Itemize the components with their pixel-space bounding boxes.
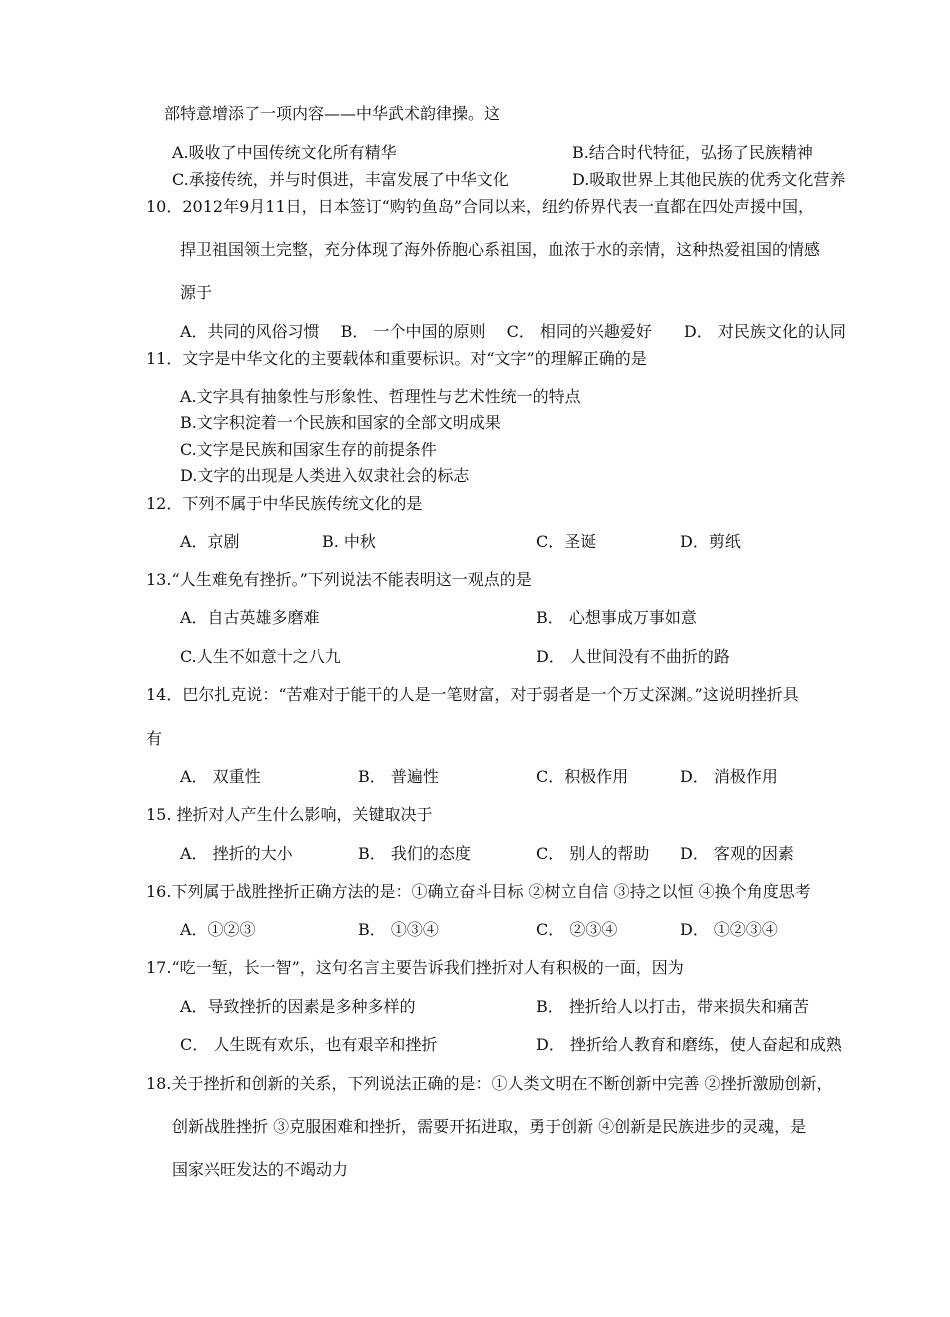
question-11-option-d: D.文字的出现是人类进入奴隶社会的标志 [180, 466, 470, 485]
question-9-option-d: D.吸取世界上其他民族的优秀文化营养 [572, 170, 846, 189]
question-14-stem-line1: 14．巴尔扎克说：“苦难对于能干的人是一笔财富，对于弱者是一个万丈深渊。”这说明挫折具 [146, 685, 799, 704]
question-12-stem: 12．下列不属于中华民族传统文化的是 [146, 494, 423, 513]
question-12-option-d: D．剪纸 [680, 532, 741, 551]
question-15-option-a: A． 挫折的大小 [180, 844, 293, 863]
question-9-option-c: C.承接传统，并与时俱进，丰富发展了中华文化 [172, 170, 509, 189]
question-9-option-b: B.结合时代特征，弘扬了民族精神 [572, 143, 813, 162]
question-14-option-d: D． 消极作用 [680, 767, 778, 786]
question-15-stem: 15. 挫折对人产生什么影响，关键取决于 [146, 805, 433, 824]
question-10-stem-line1: 10．2012年9月11日，日本签订“购钓鱼岛”合同以来，纽约侨界代表一直都在四处声援中国， [146, 197, 814, 216]
question-9-option-a: A.吸收了中国传统文化所有精华 [172, 143, 397, 162]
question-17-option-d: D． 挫折给人教育和磨练，使人奋起和成熟 [536, 1035, 842, 1054]
question-10-stem-line3: 源于 [180, 283, 213, 302]
question-15-option-d: D． 客观的因素 [680, 844, 794, 863]
question-15-option-c: C． 别人的帮助 [536, 844, 650, 863]
question-10-options: A．共同的风俗习惯 B． 一个中国的原则 C． 相同的兴趣爱好 D． 对民族文化的认同 [180, 322, 846, 341]
question-12-option-a: A．京剧 [180, 532, 240, 551]
question-13-option-a: A．自古英雄多磨难 [180, 608, 320, 627]
question-14-stem-line2: 有 [146, 729, 163, 748]
question-14-option-b: B． 普遍性 [358, 767, 439, 786]
question-10-stem-line2: 捍卫祖国领土完整，充分体现了海外侨胞心系祖国，血浓于水的亲情，这种热爱祖国的情感 [180, 240, 821, 259]
question-16-option-c: C． ②③④ [536, 920, 618, 939]
question-11-option-a: A.文字具有抽象性与形象性、哲理性与艺术性统一的特点 [180, 387, 581, 406]
question-11-option-b: B.文字积淀着一个民族和国家的全部文明成果 [180, 413, 501, 432]
question-17-option-a: A．导致挫折的因素是多种多样的 [180, 997, 416, 1016]
question-17-option-b: B． 挫折给人以打击，带来损失和痛苦 [536, 997, 809, 1016]
question-11-option-c: C.文字是民族和国家生存的前提条件 [180, 440, 437, 459]
question-17-stem: 17.“吃一堑，长一智”，这句名言主要告诉我们挫折对人有积极的一面，因为 [146, 958, 684, 977]
question-18-stem-line2: 创新战胜挫折 ③克服困难和挫折，需要开拓进取，勇于创新 ④创新是民族进步的灵魂，是 [172, 1117, 807, 1136]
question-16-option-b: B． ①③④ [358, 920, 439, 939]
question-12-option-c: C．圣诞 [536, 532, 597, 551]
question-9-stem-tail: 部特意增添了一项内容——中华武术韵律操。这 [164, 104, 501, 123]
question-13-option-d: D． 人世间没有不曲折的路 [536, 647, 730, 666]
question-18-stem-line1: 18.关于挫折和创新的关系，下列说法正确的是：①人类文明在不断创新中完善 ②挫折激励创新， [146, 1074, 833, 1093]
question-17-option-c: C． 人生既有欢乐，也有艰辛和挫折 [180, 1035, 438, 1054]
question-14-option-a: A． 双重性 [180, 767, 261, 786]
question-13-option-c: C.人生不如意十之八九 [180, 647, 341, 666]
question-16-option-d: D． ①②③④ [680, 920, 778, 939]
question-16-stem: 16.下列属于战胜挫折正确方法的是：①确立奋斗目标 ②树立自信 ③持之以恒 ④换个角度思考 [146, 882, 811, 901]
question-13-stem: 13.“人生难免有挫折。”下列说法不能表明这一观点的是 [146, 570, 532, 589]
question-18-stem-line3: 国家兴旺发达的不竭动力 [172, 1160, 349, 1179]
question-14-option-c: C．积极作用 [536, 767, 629, 786]
question-11-stem: 11．文字是中华文化的主要载体和重要标识。对“文字”的理解正确的是 [146, 349, 647, 368]
question-16-option-a: A．①②③ [180, 920, 256, 939]
question-12-option-b: B. 中秋 [322, 532, 376, 551]
question-15-option-b: B． 我们的态度 [358, 844, 471, 863]
question-13-option-b: B． 心想事成万事如意 [536, 608, 697, 627]
